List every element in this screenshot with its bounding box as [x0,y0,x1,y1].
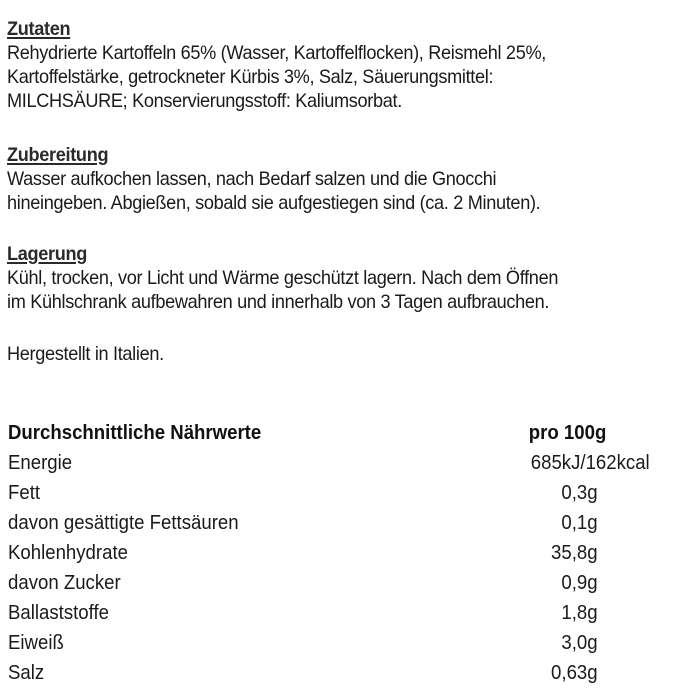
storage-line: im Kühlschrank aufbewahren und innerhalb von 3 Tagen aufbrauchen. [7,291,550,313]
nutrition-row [8,508,650,538]
storage-heading: Lagerung [7,243,88,265]
nutrition-row [8,628,650,658]
origin-line: Hergestellt in Italien. [7,343,164,365]
nutrition-label: davon gesättigte Fettsäuren [8,512,239,534]
nutrition-value: 3,0g [561,632,598,654]
nutrition-row [8,658,650,688]
nutrition-label: Ballaststoffe [8,602,109,624]
ingredients-line: Kartoffelstärke, getrockneter Kürbis 3%, Salz, Säuerungsmittel: [7,66,494,88]
storage-line: Kühl, trocken, vor Licht und Wärme geschützt lagern. Nach dem Öffnen [7,267,559,289]
origin-text [7,342,649,366]
nutrition-row [8,598,650,628]
nutrition-label: Energie [8,452,73,474]
preparation-line: hineingeben. Abgießen, sobald sie aufgestiegen sind (ca. 2 Minuten). [7,192,541,214]
nutrition-value: 35,8g [551,542,598,564]
nutrition-label: Eiweiß [8,632,64,654]
nutrition-row [8,568,650,598]
nutrition-row [8,448,650,478]
nutrition-label: Fett [8,482,41,504]
nutrition-header-row [8,418,650,448]
nutrition-value: 0,1g [561,512,598,534]
preparation-heading: Zubereitung [7,144,109,166]
nutrition-table [8,418,650,688]
nutrition-header-value: pro 100g [528,422,607,444]
nutrition-value: 0,9g [561,572,598,594]
nutrition-value: 0,3g [561,482,598,504]
nutrition-row [8,538,650,568]
nutrition-label: Salz [8,662,45,684]
nutrition-label: davon Zucker [8,572,121,594]
nutrition-header-label: Durchschnittliche Nährwerte [8,422,262,444]
preparation-section [7,143,649,215]
nutrition-value: 685kJ/162kcal [530,452,650,474]
nutrition-label: Kohlenhydrate [8,542,128,564]
ingredients-line: Rehydrierte Kartoffeln 65% (Wasser, Kartoffelflocken), Reismehl 25%, [7,42,546,64]
storage-section [7,242,649,314]
nutrition-value: 0,63g [551,662,598,684]
ingredients-heading: Zutaten [7,18,71,40]
ingredients-line: MILCHSÄURE; Konservierungsstoff: Kaliumsorbat. [7,90,402,112]
nutrition-row [8,478,650,508]
preparation-line: Wasser aufkochen lassen, nach Bedarf salzen und die Gnocchi [7,168,497,190]
nutrition-value: 1,8g [561,602,598,624]
ingredients-section [7,17,649,113]
